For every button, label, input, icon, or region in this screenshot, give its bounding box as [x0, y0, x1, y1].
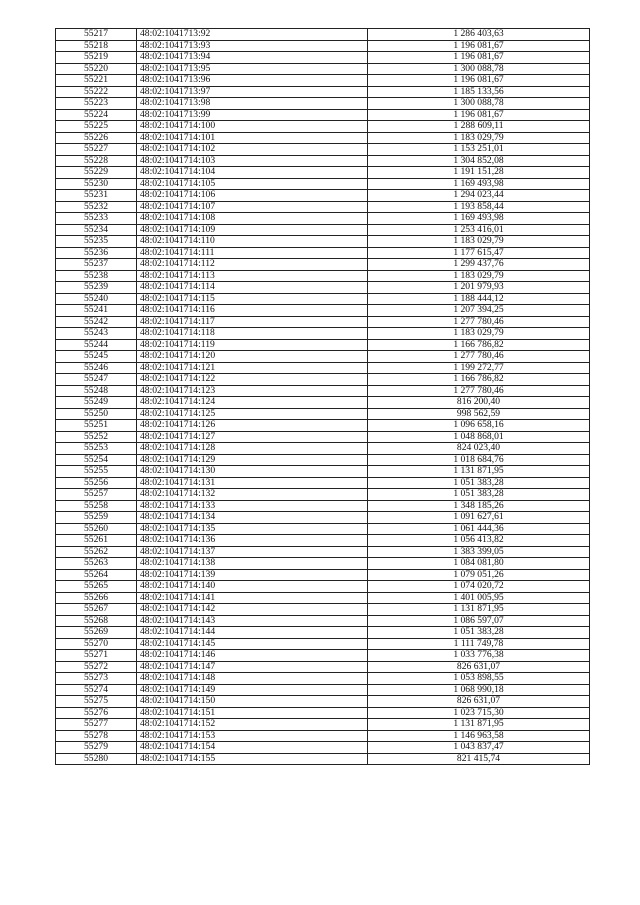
cadastral-value-cell: 1 183 029,79 [368, 132, 590, 144]
row-number-cell: 55279 [56, 742, 137, 754]
table-row [56, 374, 590, 386]
cadastral-value-cell: 1 079 051,26 [368, 569, 590, 581]
cadastral-value-cell: 1 185 133,56 [368, 86, 590, 98]
cadastral-number-cell: 48:02:1041713:93 [137, 40, 368, 52]
cadastral-number-cell: 48:02:1041714:122 [137, 374, 368, 386]
cadastral-number-cell: 48:02:1041714:104 [137, 167, 368, 179]
table-row [56, 420, 590, 432]
cadastral-value-cell: 1 111 749,78 [368, 638, 590, 650]
table-row [56, 132, 590, 144]
cadastral-number-cell: 48:02:1041714:132 [137, 489, 368, 501]
table-row [56, 109, 590, 121]
cadastral-number-cell: 48:02:1041714:152 [137, 719, 368, 731]
cadastral-number-cell: 48:02:1041714:115 [137, 293, 368, 305]
cadastral-value-cell: 1 056 413,82 [368, 535, 590, 547]
table-row [56, 98, 590, 110]
cadastral-value-cell: 1 286 403,63 [368, 29, 590, 41]
cadastral-number-cell: 48:02:1041714:155 [137, 753, 368, 765]
cadastral-number-cell: 48:02:1041714:109 [137, 224, 368, 236]
table-row [56, 63, 590, 75]
table-row [56, 581, 590, 593]
row-number-cell: 55242 [56, 316, 137, 328]
cadastral-value-cell: 1 196 081,67 [368, 75, 590, 87]
cadastral-number-cell: 48:02:1041713:92 [137, 29, 368, 41]
cadastral-value-cell: 1 166 786,82 [368, 339, 590, 351]
table-row [56, 178, 590, 190]
cadastral-value-cell: 1 096 658,16 [368, 420, 590, 432]
row-number-cell: 55226 [56, 132, 137, 144]
cadastral-number-cell: 48:02:1041714:100 [137, 121, 368, 133]
row-number-cell: 55263 [56, 558, 137, 570]
cadastral-number-cell: 48:02:1041714:117 [137, 316, 368, 328]
cadastral-number-cell: 48:02:1041714:149 [137, 684, 368, 696]
cadastral-value-cell: 1 277 780,46 [368, 351, 590, 363]
row-number-cell: 55233 [56, 213, 137, 225]
cadastral-number-cell: 48:02:1041714:151 [137, 707, 368, 719]
row-number-cell: 55224 [56, 109, 137, 121]
cadastral-number-cell: 48:02:1041714:103 [137, 155, 368, 167]
cadastral-value-cell: 1 196 081,67 [368, 109, 590, 121]
row-number-cell: 55236 [56, 247, 137, 259]
cadastral-value-cell: 1 053 898,55 [368, 673, 590, 685]
cadastral-number-cell: 48:02:1041714:121 [137, 362, 368, 374]
row-number-cell: 55278 [56, 730, 137, 742]
row-number-cell: 55257 [56, 489, 137, 501]
table-row [56, 535, 590, 547]
cadastral-value-cell: 1 086 597,07 [368, 615, 590, 627]
cadastral-number-cell: 48:02:1041714:153 [137, 730, 368, 742]
row-number-cell: 55234 [56, 224, 137, 236]
cadastral-number-cell: 48:02:1041714:145 [137, 638, 368, 650]
cadastral-number-cell: 48:02:1041714:143 [137, 615, 368, 627]
cadastral-number-cell: 48:02:1041714:129 [137, 454, 368, 466]
cadastral-number-cell: 48:02:1041714:154 [137, 742, 368, 754]
table-row [56, 190, 590, 202]
cadastral-value-cell: 1 277 780,46 [368, 385, 590, 397]
cadastral-number-cell: 48:02:1041714:114 [137, 282, 368, 294]
cadastral-number-cell: 48:02:1041714:133 [137, 500, 368, 512]
cadastral-number-cell: 48:02:1041714:134 [137, 512, 368, 524]
row-number-cell: 55244 [56, 339, 137, 351]
cadastral-number-cell: 48:02:1041714:120 [137, 351, 368, 363]
row-number-cell: 55246 [56, 362, 137, 374]
row-number-cell: 55254 [56, 454, 137, 466]
cadastral-number-cell: 48:02:1041714:118 [137, 328, 368, 340]
cadastral-value-cell: 998 562,59 [368, 408, 590, 420]
row-number-cell: 55239 [56, 282, 137, 294]
row-number-cell: 55248 [56, 385, 137, 397]
cadastral-number-cell: 48:02:1041714:106 [137, 190, 368, 202]
table-row [56, 707, 590, 719]
cadastral-value-cell: 1 048 868,01 [368, 431, 590, 443]
cadastral-value-cell: 1 146 963,58 [368, 730, 590, 742]
row-number-cell: 55238 [56, 270, 137, 282]
cadastral-number-cell: 48:02:1041714:140 [137, 581, 368, 593]
cadastral-value-cell: 1 183 029,79 [368, 270, 590, 282]
table-row [56, 167, 590, 179]
table-row [56, 477, 590, 489]
cadastral-value-cell: 1 183 029,79 [368, 328, 590, 340]
table-row [56, 201, 590, 213]
row-number-cell: 55258 [56, 500, 137, 512]
cadastral-number-cell: 48:02:1041714:148 [137, 673, 368, 685]
row-number-cell: 55270 [56, 638, 137, 650]
cadastral-number-cell: 48:02:1041714:110 [137, 236, 368, 248]
cadastral-value-table [55, 28, 590, 765]
row-number-cell: 55272 [56, 661, 137, 673]
table-row [56, 259, 590, 271]
cadastral-number-cell: 48:02:1041714:127 [137, 431, 368, 443]
table-row [56, 592, 590, 604]
row-number-cell: 55274 [56, 684, 137, 696]
table-row [56, 454, 590, 466]
cadastral-value-cell: 1 401 005,95 [368, 592, 590, 604]
cadastral-value-cell: 1 061 444,36 [368, 523, 590, 535]
cadastral-number-cell: 48:02:1041714:131 [137, 477, 368, 489]
cadastral-value-cell: 1 033 776,38 [368, 650, 590, 662]
cadastral-number-cell: 48:02:1041714:105 [137, 178, 368, 190]
row-number-cell: 55228 [56, 155, 137, 167]
cadastral-value-cell: 1 253 416,01 [368, 224, 590, 236]
table-row [56, 328, 590, 340]
cadastral-value-cell: 1 300 088,78 [368, 98, 590, 110]
row-number-cell: 55260 [56, 523, 137, 535]
table-row [56, 661, 590, 673]
table-row [56, 638, 590, 650]
cadastral-value-cell: 1 304 852,08 [368, 155, 590, 167]
cadastral-number-cell: 48:02:1041714:136 [137, 535, 368, 547]
cadastral-value-cell: 1 084 081,80 [368, 558, 590, 570]
cadastral-number-cell: 48:02:1041714:108 [137, 213, 368, 225]
cadastral-value-cell: 1 091 627,61 [368, 512, 590, 524]
cadastral-value-cell: 1 177 615,47 [368, 247, 590, 259]
table-row [56, 627, 590, 639]
table-row [56, 86, 590, 98]
cadastral-number-cell: 48:02:1041713:95 [137, 63, 368, 75]
cadastral-value-cell: 1 051 383,28 [368, 489, 590, 501]
table-row [56, 753, 590, 765]
row-number-cell: 55252 [56, 431, 137, 443]
cadastral-number-cell: 48:02:1041714:116 [137, 305, 368, 317]
cadastral-number-cell: 48:02:1041714:119 [137, 339, 368, 351]
cadastral-number-cell: 48:02:1041714:124 [137, 397, 368, 409]
table-row [56, 316, 590, 328]
row-number-cell: 55245 [56, 351, 137, 363]
row-number-cell: 55231 [56, 190, 137, 202]
row-number-cell: 55276 [56, 707, 137, 719]
row-number-cell: 55259 [56, 512, 137, 524]
row-number-cell: 55243 [56, 328, 137, 340]
cadastral-number-cell: 48:02:1041714:123 [137, 385, 368, 397]
row-number-cell: 55264 [56, 569, 137, 581]
row-number-cell: 55247 [56, 374, 137, 386]
table-row [56, 224, 590, 236]
cadastral-value-cell: 1 294 023,44 [368, 190, 590, 202]
cadastral-value-cell: 1 166 786,82 [368, 374, 590, 386]
cadastral-value-cell: 1 068 990,18 [368, 684, 590, 696]
table-row [56, 546, 590, 558]
table-row [56, 270, 590, 282]
row-number-cell: 55250 [56, 408, 137, 420]
cadastral-number-cell: 48:02:1041714:111 [137, 247, 368, 259]
cadastral-value-cell: 1 348 185,26 [368, 500, 590, 512]
cadastral-value-cell: 1 131 871,95 [368, 466, 590, 478]
cadastral-value-cell: 1 300 088,78 [368, 63, 590, 75]
cadastral-value-cell: 1 193 858,44 [368, 201, 590, 213]
row-number-cell: 55240 [56, 293, 137, 305]
cadastral-value-cell: 1 183 029,79 [368, 236, 590, 248]
row-number-cell: 55217 [56, 29, 137, 41]
cadastral-number-cell: 48:02:1041714:102 [137, 144, 368, 156]
cadastral-value-cell: 1 074 020,72 [368, 581, 590, 593]
cadastral-number-cell: 48:02:1041714:107 [137, 201, 368, 213]
cadastral-value-cell: 1 201 979,93 [368, 282, 590, 294]
cadastral-value-cell: 816 200,40 [368, 397, 590, 409]
cadastral-number-cell: 48:02:1041714:137 [137, 546, 368, 558]
table-row [56, 29, 590, 41]
table-row [56, 466, 590, 478]
row-number-cell: 55223 [56, 98, 137, 110]
cadastral-value-cell: 1 051 383,28 [368, 627, 590, 639]
cadastral-number-cell: 48:02:1041713:94 [137, 52, 368, 64]
cadastral-value-cell: 1 153 251,01 [368, 144, 590, 156]
table-row [56, 443, 590, 455]
table-row [56, 282, 590, 294]
row-number-cell: 55219 [56, 52, 137, 64]
cadastral-value-cell: 1 023 715,30 [368, 707, 590, 719]
cadastral-value-cell: 1 196 081,67 [368, 52, 590, 64]
table-row [56, 569, 590, 581]
row-number-cell: 55262 [56, 546, 137, 558]
table-row [56, 673, 590, 685]
table-row [56, 512, 590, 524]
cadastral-value-cell: 1 169 493,98 [368, 178, 590, 190]
cadastral-value-cell: 1 288 609,11 [368, 121, 590, 133]
cadastral-number-cell: 48:02:1041714:112 [137, 259, 368, 271]
row-number-cell: 55271 [56, 650, 137, 662]
table-row [56, 397, 590, 409]
table-row [56, 615, 590, 627]
row-number-cell: 55235 [56, 236, 137, 248]
row-number-cell: 55256 [56, 477, 137, 489]
table-row [56, 523, 590, 535]
cadastral-number-cell: 48:02:1041714:139 [137, 569, 368, 581]
row-number-cell: 55222 [56, 86, 137, 98]
row-number-cell: 55273 [56, 673, 137, 685]
table-row [56, 684, 590, 696]
table-row [56, 385, 590, 397]
row-number-cell: 55253 [56, 443, 137, 455]
table-row [56, 558, 590, 570]
table-row [56, 500, 590, 512]
row-number-cell: 55265 [56, 581, 137, 593]
cadastral-number-cell: 48:02:1041714:126 [137, 420, 368, 432]
cadastral-number-cell: 48:02:1041714:142 [137, 604, 368, 616]
cadastral-number-cell: 48:02:1041714:138 [137, 558, 368, 570]
table-row [56, 719, 590, 731]
table-body [56, 29, 590, 765]
table-row [56, 730, 590, 742]
cadastral-value-cell: 821 415,74 [368, 753, 590, 765]
row-number-cell: 55221 [56, 75, 137, 87]
row-number-cell: 55237 [56, 259, 137, 271]
table-row [56, 650, 590, 662]
row-number-cell: 55241 [56, 305, 137, 317]
row-number-cell: 55261 [56, 535, 137, 547]
table-row [56, 293, 590, 305]
row-number-cell: 55229 [56, 167, 137, 179]
cadastral-value-cell: 1 018 684,76 [368, 454, 590, 466]
cadastral-value-cell: 1 207 394,25 [368, 305, 590, 317]
cadastral-number-cell: 48:02:1041714:146 [137, 650, 368, 662]
cadastral-number-cell: 48:02:1041713:99 [137, 109, 368, 121]
cadastral-value-cell: 1 051 383,28 [368, 477, 590, 489]
cadastral-number-cell: 48:02:1041713:97 [137, 86, 368, 98]
row-number-cell: 55269 [56, 627, 137, 639]
row-number-cell: 55230 [56, 178, 137, 190]
table-row [56, 75, 590, 87]
table-row [56, 40, 590, 52]
cadastral-number-cell: 48:02:1041714:141 [137, 592, 368, 604]
table-row [56, 305, 590, 317]
cadastral-number-cell: 48:02:1041714:101 [137, 132, 368, 144]
cadastral-value-cell: 1 383 399,05 [368, 546, 590, 558]
table-row [56, 144, 590, 156]
row-number-cell: 55267 [56, 604, 137, 616]
row-number-cell: 55268 [56, 615, 137, 627]
table-row [56, 489, 590, 501]
table-row [56, 247, 590, 259]
row-number-cell: 55220 [56, 63, 137, 75]
table-row [56, 604, 590, 616]
cadastral-number-cell: 48:02:1041714:150 [137, 696, 368, 708]
table-row [56, 408, 590, 420]
row-number-cell: 55275 [56, 696, 137, 708]
table-row [56, 696, 590, 708]
cadastral-value-cell: 824 023,40 [368, 443, 590, 455]
cadastral-number-cell: 48:02:1041714:135 [137, 523, 368, 535]
cadastral-number-cell: 48:02:1041714:144 [137, 627, 368, 639]
cadastral-value-cell: 1 169 493,98 [368, 213, 590, 225]
cadastral-value-cell: 1 131 871,95 [368, 719, 590, 731]
row-number-cell: 55225 [56, 121, 137, 133]
table-row [56, 339, 590, 351]
cadastral-value-cell: 1 131 871,95 [368, 604, 590, 616]
row-number-cell: 55227 [56, 144, 137, 156]
cadastral-number-cell: 48:02:1041714:113 [137, 270, 368, 282]
cadastral-value-cell: 1 188 444,12 [368, 293, 590, 305]
table-row [56, 351, 590, 363]
cadastral-value-cell: 1 199 272,77 [368, 362, 590, 374]
row-number-cell: 55266 [56, 592, 137, 604]
cadastral-number-cell: 48:02:1041714:128 [137, 443, 368, 455]
row-number-cell: 55251 [56, 420, 137, 432]
cadastral-value-cell: 1 043 837,47 [368, 742, 590, 754]
row-number-cell: 55218 [56, 40, 137, 52]
cadastral-value-cell: 1 191 151,28 [368, 167, 590, 179]
row-number-cell: 55255 [56, 466, 137, 478]
table-row [56, 155, 590, 167]
row-number-cell: 55249 [56, 397, 137, 409]
cadastral-value-cell: 1 277 780,46 [368, 316, 590, 328]
cadastral-value-cell: 826 631,07 [368, 661, 590, 673]
table-row [56, 236, 590, 248]
table-row [56, 121, 590, 133]
cadastral-number-cell: 48:02:1041713:96 [137, 75, 368, 87]
cadastral-number-cell: 48:02:1041714:125 [137, 408, 368, 420]
cadastral-number-cell: 48:02:1041714:147 [137, 661, 368, 673]
row-number-cell: 55277 [56, 719, 137, 731]
table-row [56, 213, 590, 225]
table-row [56, 742, 590, 754]
table-row [56, 431, 590, 443]
row-number-cell: 55232 [56, 201, 137, 213]
cadastral-value-cell: 1 196 081,67 [368, 40, 590, 52]
cadastral-number-cell: 48:02:1041714:130 [137, 466, 368, 478]
cadastral-value-cell: 826 631,07 [368, 696, 590, 708]
cadastral-value-cell: 1 299 437,76 [368, 259, 590, 271]
table-row [56, 362, 590, 374]
table-row [56, 52, 590, 64]
cadastral-number-cell: 48:02:1041713:98 [137, 98, 368, 110]
row-number-cell: 55280 [56, 753, 137, 765]
